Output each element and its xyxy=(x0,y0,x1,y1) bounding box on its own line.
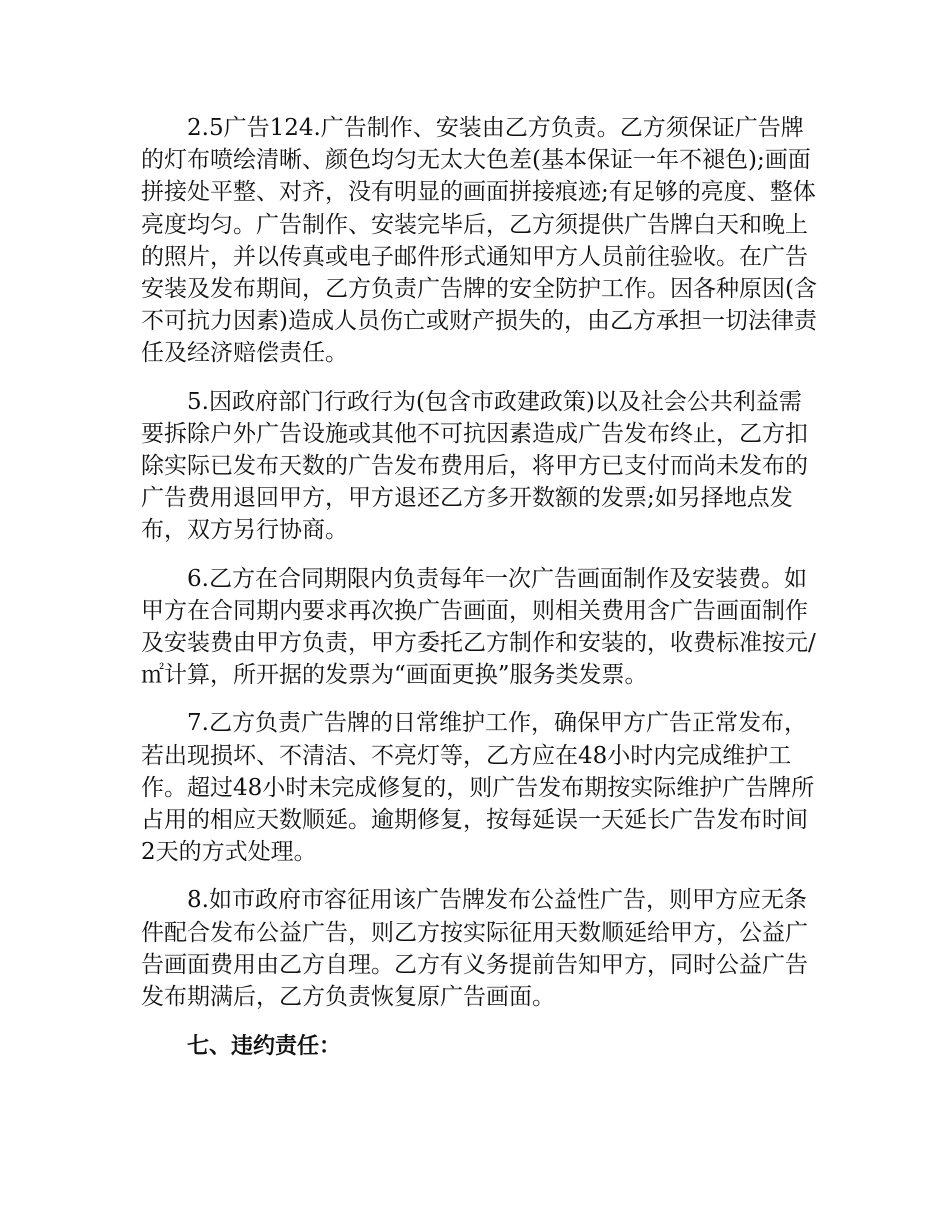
paragraph-2-5-production-installation: 2.5广告124.广告制作、安装由乙方负责。乙方须保证广告牌的灯布喷绘清晰、颜色均匀无太大色差(基本保证一年不褪色);画面拼接处平整、对齐，没有明显的画面拼接痕迹;有足够的亮度、整体亮度均匀。广告制作、安装完毕后，乙方须提供广告牌白天和晚上的照片，并以传真或电子邮件形式通知甲方人员前往验收。在广告安装及发布期间，乙方负责广告牌的安全防护工作。因各种原因(含不可抗力因素)造成人员伤亡或财产损失的，由乙方承担一切法律责任及经济赔偿责任。 xyxy=(141,115,817,367)
paragraph-5-government-termination: 5.因政府部门行政行为(包含市政建政策)以及社会公共利益需要拆除户外广告设施或其他不可抗因素造成广告发布终止，乙方扣除实际已发布天数的广告发布费用后，将甲方已支付而尚未发布的广告费用退回甲方，甲方退还乙方多开数额的发票;如另择地点发布，双方另行协商。 xyxy=(141,388,808,544)
paragraph-8-public-service-ads: 8.如市政府市容征用该广告牌发布公益性广告，则甲方应无条件配合发布公益广告，则乙方按实际征用天数顺延给甲方，公益广告画面费用由乙方自理。乙方有义务提前告知甲方，同时公益广告发布期满后，乙方负责恢复原广告画面。 xyxy=(141,887,808,1011)
document-body xyxy=(141,112,821,1063)
paragraph-6-annual-replacement: 6.乙方在合同期限内负责每年一次广告画面制作及安装费。如甲方在合同期内要求再次换广告画面，则相关费用含广告画面制作及安装费由甲方负责，甲方委托乙方制作和安装的，收费标准按元/㎡计算，所开据的发票为“画面更换”服务类发票。 xyxy=(141,565,816,689)
paragraph-7-maintenance: 7.乙方负责广告牌的日常维护工作，确保甲方广告正常发布，若出现损坏、不清洁、不亮灯等，乙方应在48小时内完成维护工作。超过48小时未完成修复的，则广告发布期按实际维护广告牌所占用的相应天数顺延。逾期修复，按每延误一天延长广告发布时间2天的方式处理。 xyxy=(141,710,815,866)
section-heading-breach-liability: 七、违约责任： xyxy=(187,1034,342,1060)
